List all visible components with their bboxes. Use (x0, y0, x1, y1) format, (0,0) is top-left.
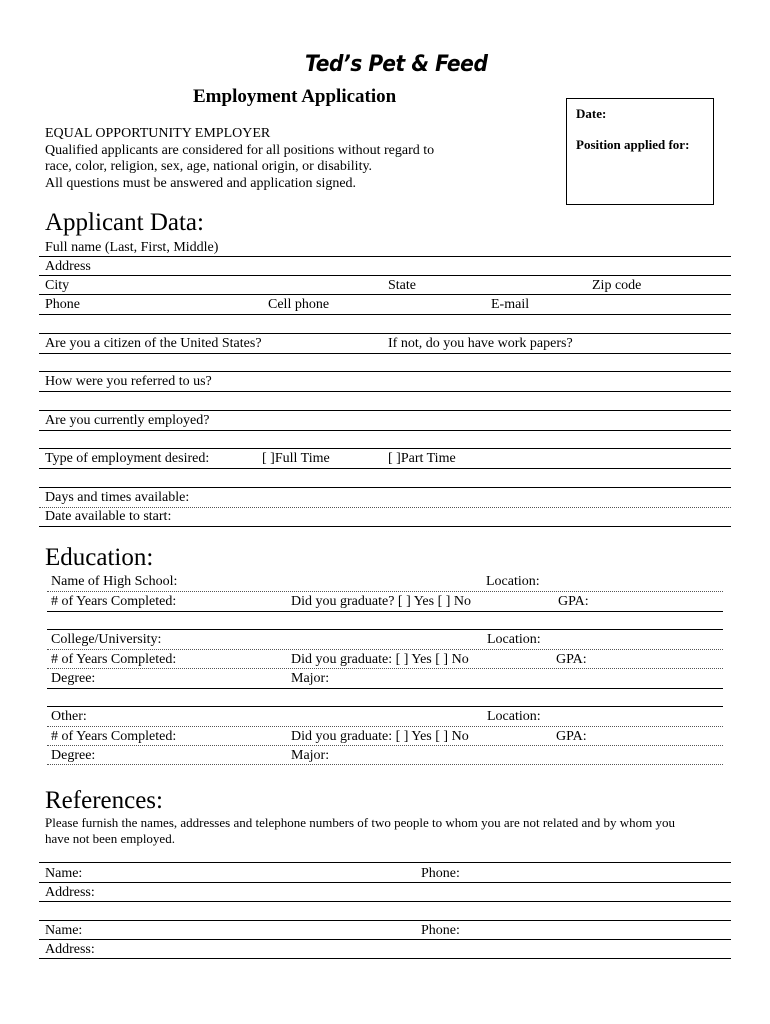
hs-years-line[interactable] (47, 611, 723, 612)
citizen-line[interactable] (39, 353, 731, 354)
hs-years-label: # of Years Completed: (51, 594, 177, 609)
hs-location-label: Location: (486, 574, 540, 589)
college-years-line[interactable] (47, 668, 723, 669)
other-years-label: # of Years Completed: (51, 729, 177, 744)
page-title: Employment Application (193, 86, 397, 107)
college-gpa-label: GPA: (556, 652, 587, 667)
cell-label: Cell phone (268, 297, 330, 312)
ref2-name-line[interactable] (39, 939, 731, 940)
separator (39, 487, 731, 488)
other-location-label: Location: (487, 709, 541, 724)
date-position-box (566, 98, 714, 205)
college-degree-line[interactable] (47, 688, 723, 689)
citizen-label: Are you a citizen of the United States? (45, 336, 262, 351)
eoe-text-3: All questions must be answered and application signed. (45, 176, 357, 191)
separator (39, 333, 731, 334)
education-heading: Education: (45, 544, 154, 571)
employed-line[interactable] (39, 430, 731, 431)
other-label: Other: (51, 709, 87, 724)
work-papers-label: If not, do you have work papers? (388, 336, 573, 351)
referred-label: How were you referred to us? (45, 374, 212, 389)
college-label: College/University: (51, 632, 162, 647)
other-gpa-label: GPA: (556, 729, 587, 744)
part-time-checkbox[interactable]: [ ]Part Time (388, 451, 456, 466)
college-graduate-options[interactable]: Did you graduate: [ ] Yes [ ] No (291, 652, 469, 667)
address-line[interactable] (39, 275, 731, 276)
hs-gpa-label: GPA: (558, 594, 589, 609)
college-major-label: Major: (291, 671, 330, 686)
ref2-phone-label: Phone: (421, 923, 460, 938)
address-label: Address (45, 259, 91, 274)
separator (39, 371, 731, 372)
full-name-label: Full name (Last, First, Middle) (45, 240, 219, 255)
references-intro-2: have not been employed. (45, 831, 175, 846)
referred-line[interactable] (39, 391, 731, 392)
date-start-label: Date available to start: (45, 509, 172, 524)
other-years-line[interactable] (47, 745, 723, 746)
company-name: Ted’s Pet & Feed (305, 52, 488, 77)
phone-line[interactable] (39, 314, 731, 315)
references-heading: References: (45, 787, 163, 814)
separator (39, 862, 731, 863)
zip-label: Zip code (592, 278, 642, 293)
separator (39, 920, 731, 921)
date-label: Date: (576, 106, 607, 121)
separator (47, 706, 723, 707)
state-label: State (388, 278, 416, 293)
applicant-heading: Applicant Data: (45, 209, 204, 236)
eoe-text-2: race, color, religion, sex, age, national origin, or disability. (45, 159, 373, 174)
city-line[interactable] (39, 294, 731, 295)
separator (47, 629, 723, 630)
hs-graduate-options[interactable]: Did you graduate? [ ] Yes [ ] No (291, 594, 472, 609)
full-time-checkbox[interactable]: [ ]Full Time (262, 451, 330, 466)
days-available-label: Days and times available: (45, 490, 190, 505)
date-start-line[interactable] (39, 526, 731, 527)
other-major-label: Major: (291, 748, 330, 763)
college-line[interactable] (47, 649, 723, 650)
other-degree-label: Degree: (51, 748, 96, 763)
college-location-label: Location: (487, 632, 541, 647)
other-graduate-options[interactable]: Did you graduate: [ ] Yes [ ] No (291, 729, 469, 744)
ref1-name-line[interactable] (39, 882, 731, 883)
eoe-heading: EQUAL OPPORTUNITY EMPLOYER (45, 126, 271, 141)
phone-label: Phone (45, 297, 80, 312)
city-label: City (45, 278, 70, 293)
separator (39, 410, 731, 411)
ref1-phone-label: Phone: (421, 866, 460, 881)
ref1-name-label: Name: (45, 866, 83, 881)
other-line[interactable] (47, 726, 723, 727)
full-name-line[interactable] (39, 256, 731, 257)
ref2-name-label: Name: (45, 923, 83, 938)
eoe-text-1: Qualified applicants are considered for all positions without regard to (45, 143, 435, 158)
employed-label: Are you currently employed? (45, 413, 210, 428)
college-years-label: # of Years Completed: (51, 652, 177, 667)
position-label: Position applied for: (576, 137, 690, 152)
college-degree-label: Degree: (51, 671, 96, 686)
references-intro-1: Please furnish the names, addresses and telephone numbers of two people to whom you are not related and by whom you (45, 815, 675, 830)
employment-type-line (39, 468, 731, 469)
email-label: E-mail (491, 297, 530, 312)
high-school-line[interactable] (47, 591, 723, 592)
ref2-address-label: Address: (45, 942, 95, 957)
other-degree-line[interactable] (47, 764, 723, 765)
ref2-address-line[interactable] (39, 958, 731, 959)
separator (39, 448, 731, 449)
ref1-address-label: Address: (45, 885, 95, 900)
employment-type-label: Type of employment desired: (45, 451, 210, 466)
ref1-address-line[interactable] (39, 901, 731, 902)
high-school-label: Name of High School: (51, 574, 178, 589)
